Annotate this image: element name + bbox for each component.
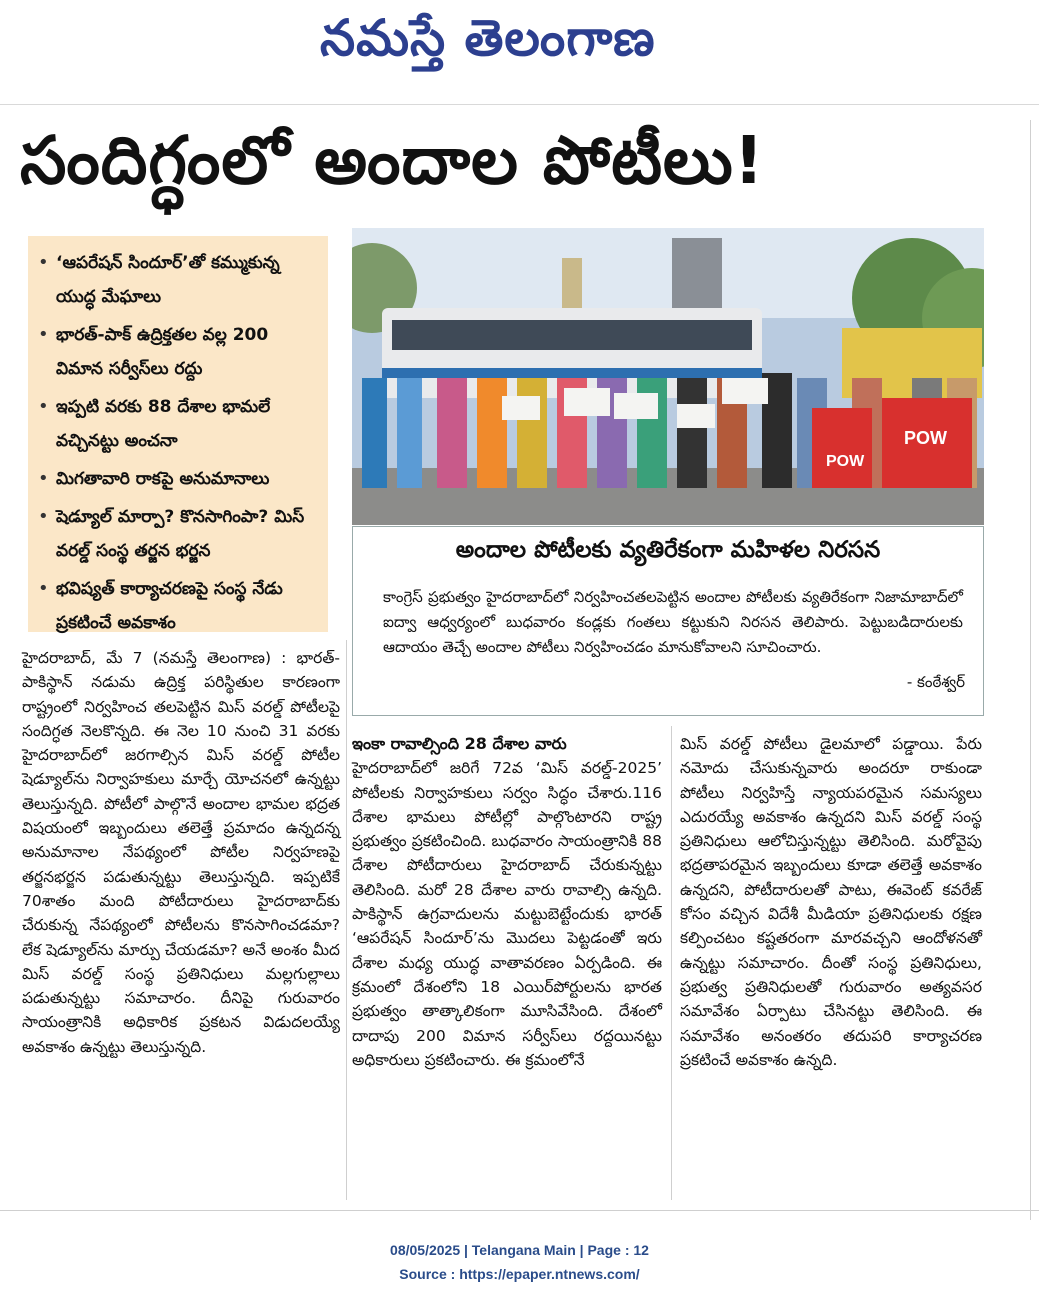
footer-date-page: 08/05/2025 | Telangana Main | Page : 12 xyxy=(390,1242,649,1258)
bullet-icon: • xyxy=(38,252,49,273)
caption-text: కాంగ్రెస్ ప్రభుత్వం హైదరాబాద్‌లో నిర్వహించతలపెట్టిన అందాల పోటీలకు వ్యతిరేకంగా నిజామాబాద్‌లో ఐద్వా ఆధ్వర్యంలో బుధవారం కండ్లకు గంతలు కట్టుకుని నిరసన తెలిపారు. పెట్టుబడిదారులకు ఆదాయం తెచ్చే అందాల పోటీలు నిర్వహించడం మానుకోవాలని సూచించారు. xyxy=(383,588,963,656)
highlight-text: ఇప్పటి వరకు 88 దేశాల భామలే వచ్చినట్టు అంచనా xyxy=(56,397,271,451)
footer-divider xyxy=(0,1210,1039,1211)
bullet-icon: • xyxy=(38,506,49,527)
masthead-divider xyxy=(0,104,1039,105)
highlight-item xyxy=(38,318,320,386)
article-column-2 xyxy=(352,732,662,1072)
banner-text-left: POW xyxy=(826,453,865,470)
column-divider xyxy=(346,640,347,1200)
column-divider xyxy=(671,726,672,1200)
bullet-icon: • xyxy=(38,324,49,345)
protest-photo-illustration xyxy=(352,228,984,525)
protest-banner-left xyxy=(812,408,872,488)
highlight-item xyxy=(38,246,320,314)
masthead xyxy=(0,0,1039,100)
highlight-text: భవిష్యత్ కార్యాచరణపై సంస్థ నేడు ప్రకటించే అవకాశం xyxy=(56,579,283,633)
highlight-item xyxy=(38,572,320,640)
banner-text-right: POW xyxy=(904,428,947,448)
highlight-item xyxy=(38,462,320,496)
bullet-icon: • xyxy=(38,468,49,489)
highlight-text: మిగతావారి రాకపై అనుమానాలు xyxy=(56,469,270,489)
footer-source[interactable]: Source : https://epaper.ntnews.com/ xyxy=(399,1266,640,1282)
right-divider xyxy=(1030,120,1031,1220)
highlight-item xyxy=(38,500,320,568)
caption-credit: - కంఠేశ్వర్ xyxy=(906,673,965,691)
newspaper-logo: నమస్తే తెలంగాణ xyxy=(320,8,656,67)
article-subheading: ఇంకా రావాల్సింది 28 దేశాల వారు xyxy=(352,734,567,753)
highlight-text: షెడ్యూల్ మార్పా? కొనసాగింపా? మిస్ వరల్డ్ సంస్థ తర్జన భర్జన xyxy=(56,507,305,561)
highlight-item xyxy=(38,390,320,458)
article-column-2-text: హైదరాబాద్‌లో జరిగే 72వ ‘మిస్ వరల్డ్-2025’ పోటీలకు నిర్వాహకులు సర్వం సిద్ధం చేశారు.116 దేశాల భామలు పోటీల్లో పాల్గొంటారని రాష్ట్ర ప్రభుత్వం ప్రకటించింది. బుధవారం సాయంత్రానికి 88 దేశాల పోటీదారులు హైదరాబాద్ చేరుకున్నట్టు తెలిసింది. మరో 28 దేశాల వారు రావాల్సి ఉన్నది. పాకిస్థాన్ ఉగ్రవాదులను మట్టుబెట్టేందుకు భారత్ ‘ఆపరేషన్ సిందూర్’ను మొదలు పెట్టడంతో ఇరు దేశాల మధ్య యుద్ధ వాతావరణం ఏర్పడింది. ఈ క్రమంలో దేశంలోని 18 ఎయిర్‌పోర్టులను భారత ప్రభుత్వం తాత్కాలికంగా మూసివేసింది. దేశంలో దాదాపు 200 విమాన సర్వీస్‌లు రద్దయినట్టు అధికారులు ప్రకటించారు. ఈ క్రమంలోనే xyxy=(352,759,662,1069)
highlights-box xyxy=(28,236,328,632)
caption-title: అందాల పోటీలకు వ్యతిరేకంగా మహిళల నిరసన xyxy=(455,537,881,563)
article-column-3: మిస్ వరల్డ్ పోటీలు డైలమాలో పడ్డాయి. పేరు నమోదు చేసుకున్నవారు అందరూ రాకుండా పోటీలు నిర్వహిస్తే న్యాయపరమైన సమస్యలు ఎదురయ్యే అవకాశం ఉన్నదని మిస్ వరల్డ్ సంస్థ ప్రతినిధులు ఆలోచిస్తున్నట్టు తెలిసింది. మరోవైపు భద్రతాపరమైన ఇబ్బందులు కూడా తలెత్తే అవకాశం ఉన్నదని, పోటీదారులతో పాటు, ఈవెంట్ కవరేజ్ కోసం వచ్చిన విదేశీ మీడియా ప్రతినిధులకు రక్షణ కల్పించటం కష్టతరంగా మారవచ్చని ఆందోళనతో ఉన్నట్టు సమాచారం. దీంతో సంస్థ ప్రతినిధులు, ప్రభుత్వ ప్రతినిధులతో గురువారం అత్యవసర సమావేశం ఏర్పాటు చేసినట్టు తెలిసింది. ఈ సమావేశం అనంతరం తదుపరి కార్యాచరణ ప్రకటించే అవకాశం ఉన్నది. xyxy=(680,735,982,1069)
protest-photo xyxy=(352,228,984,525)
bullet-icon: • xyxy=(38,396,49,417)
page-headline: సందిగ్ధంలో అందాల పోటీలు! xyxy=(20,122,765,199)
bullet-icon: • xyxy=(38,578,49,599)
highlight-text: ‘ఆపరేషన్ సిందూర్’తో కమ్ముకున్న యుద్ధ మేఘాలు xyxy=(56,253,280,307)
article-column-1: హైదరాబాద్, మే 7 (నమస్తే తెలంగాణ) : భారత్- పాకిస్థాన్ నడుమ ఉద్రిక్త పరిస్థితుల కారణంగా రాష్ట్రంలో నిర్వహించ తలపెట్టిన మిస్ వరల్డ్ పోటీలపై సందిగ్ధత నెలకొన్నది. ఈ నెల 10 నుంచి 31 వరకు హైదరాబాద్‌లో జరగాల్సిన మిస్ వరల్డ్ పోటీల షెడ్యూల్‌ను నిర్వాహకులు మార్చే యోచనలో ఉన్నట్టు తెలుస్తున్నది. పోటీలో పాల్గొనే అందాల భామల భద్రత విషయంలో ఇబ్బందులు తలెత్తే ప్రమాదం ఉన్నదన్న అనుమానాల నేపథ్యంలో పోటీల నిర్వహణపై తర్జనభర్జన పడుతున్నట్టు తెలుస్తున్నది. ఇప్పటికే 70శాతం మంది పోటీదారులు హైదరాబాద్‌కు చేరుకున్న నేపథ్యంలో పోటీలను కొనసాగించడమా? లేక షెడ్యూల్‌ను మార్పు చేయడమా? అనే అంశం మీద మిస్ వరల్డ్ సంస్థ ప్రతినిధులు మల్లగుల్లాలు పడుతున్నట్టు సమాచారం. దీనిపై గురువారం సాయంత్రానికి అధికారిక ప్రకటన విడుదలయ్యే అవకాశం ఉన్నట్టు తెలుస్తున్నది. xyxy=(22,649,340,1056)
photo-caption xyxy=(352,526,984,716)
highlight-text: భారత్-పాక్ ఉద్రిక్తతల వల్ల 200 విమాన సర్వీస్‌లు రద్దు xyxy=(56,325,269,379)
